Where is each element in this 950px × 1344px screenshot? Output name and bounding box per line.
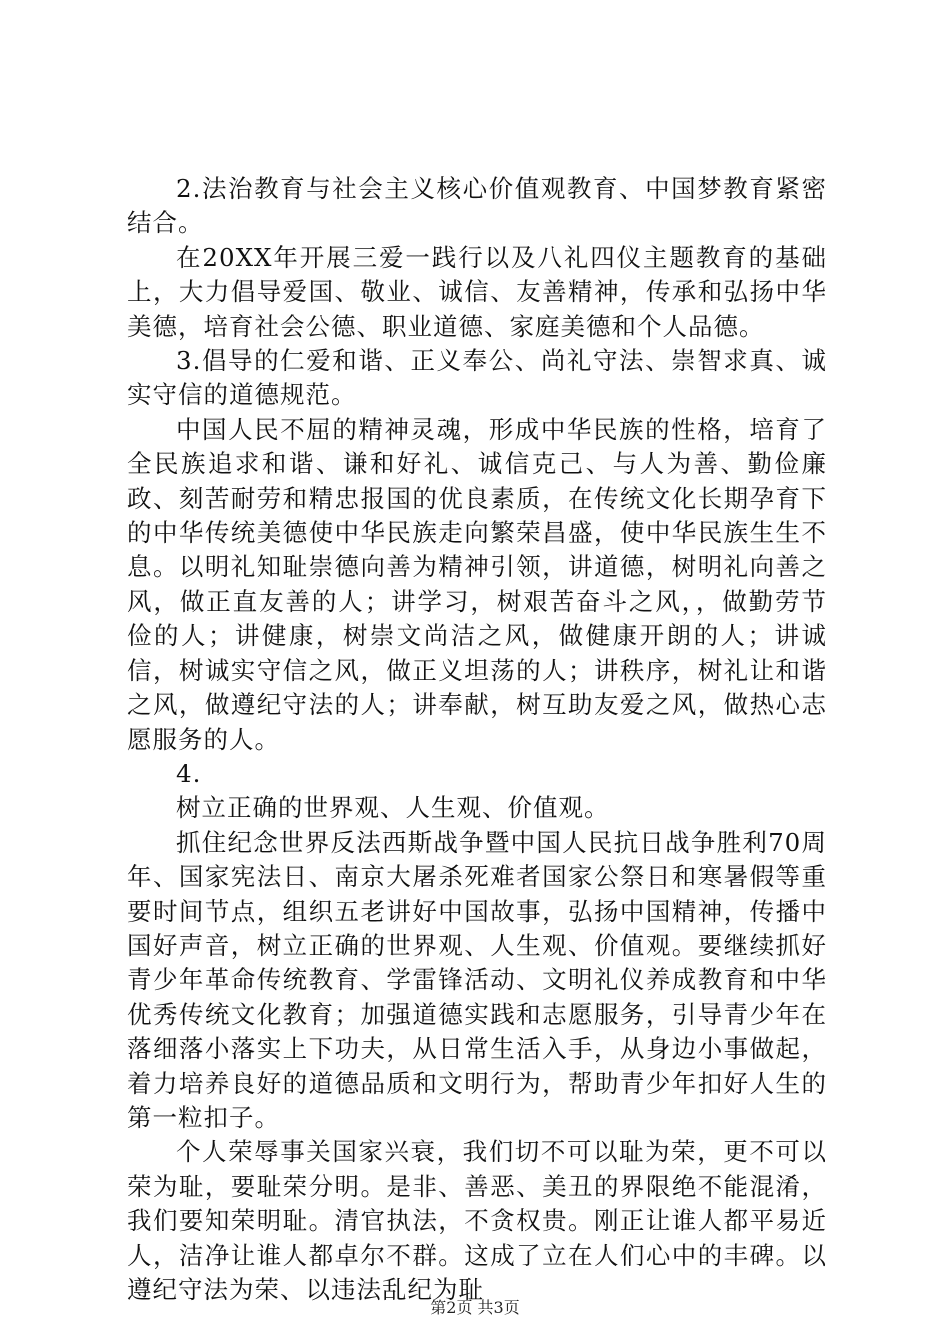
paragraph-2: 在20XX年开展三爱一践行以及八礼四仪主题教育的基础上，大力倡导爱国、敬业、诚信、友善精神，传承和弘扬中华美德，培育社会公德、职业道德、家庭美德和个人品德。: [127, 242, 827, 341]
paragraph-7: 抓住纪念世界反法西斯战争暨中国人民抗日战争胜利70周年、国家宪法日、南京大屠杀死难者国家公祭日和寒暑假等重要时间节点，组织五老讲好中国故事，弘扬中国精神，传播中国好声音，树立正确的世界观、人生观、价值观。要继续抓好青少年革命传统教育、学雷锋活动、文明礼仪养成教育和中华优秀传统文化教育；加强道德实践和志愿服务，引导青少年在落细落小落实上下功夫，从日常生活入手，从身边小事做起，着力培养良好的道德品质和文明行为，帮助青少年扣好人生的第一粒扣子。: [127, 827, 827, 1132]
paragraph-4: 中国人民不屈的精神灵魂，形成中华民族的性格，培育了全民族追求和谐、谦和好礼、诚信克己、与人为善、勤俭廉政、刻苦耐劳和精忠报国的优良素质，在传统文化长期孕育下的中华传统美德使中华民族走向繁荣昌盛，使中华民族生生不息。以明礼知耻崇德向善为精神引领，讲道德，树明礼向善之风，做正直友善的人；讲学习，树艰苦奋斗之风，，做勤劳节俭的人；讲健康，树崇文尚洁之风，做健康开朗的人；讲诚信，树诚实守信之风，做正义坦荡的人；讲秩序，树礼让和谐之风，做遵纪守法的人；讲奉献，树互助友爱之风，做热心志愿服务的人。: [127, 414, 827, 754]
paragraph-3: 3.倡导的仁爱和谐、正义奉公、尚礼守法、崇智求真、诚实守信的道德规范。: [127, 346, 827, 410]
paragraph-6: 树立正确的世界观、人生观、价值观。: [176, 793, 610, 823]
paragraph-5: 4.: [176, 758, 202, 788]
document-body: [127, 172, 827, 1307]
paragraph-1: 2.法治教育与社会主义核心价值观教育、中国梦教育紧密结合。: [127, 174, 827, 238]
page-footer: 第2页 共3页: [430, 1298, 520, 1317]
paragraph-8: 个人荣辱事关国家兴衰，我们切不可以耻为荣，更不可以荣为耻，要耻荣分明。是非、善恶、美丑的界限绝不能混淆，我们要知荣明耻。清官执法，不贪权贵。刚正让谁人都平易近人，洁净让谁人都卓尔不群。这成了立在人们心中的丰碑。以遵纪守法为荣、以违法乱纪为耻: [127, 1137, 827, 1304]
